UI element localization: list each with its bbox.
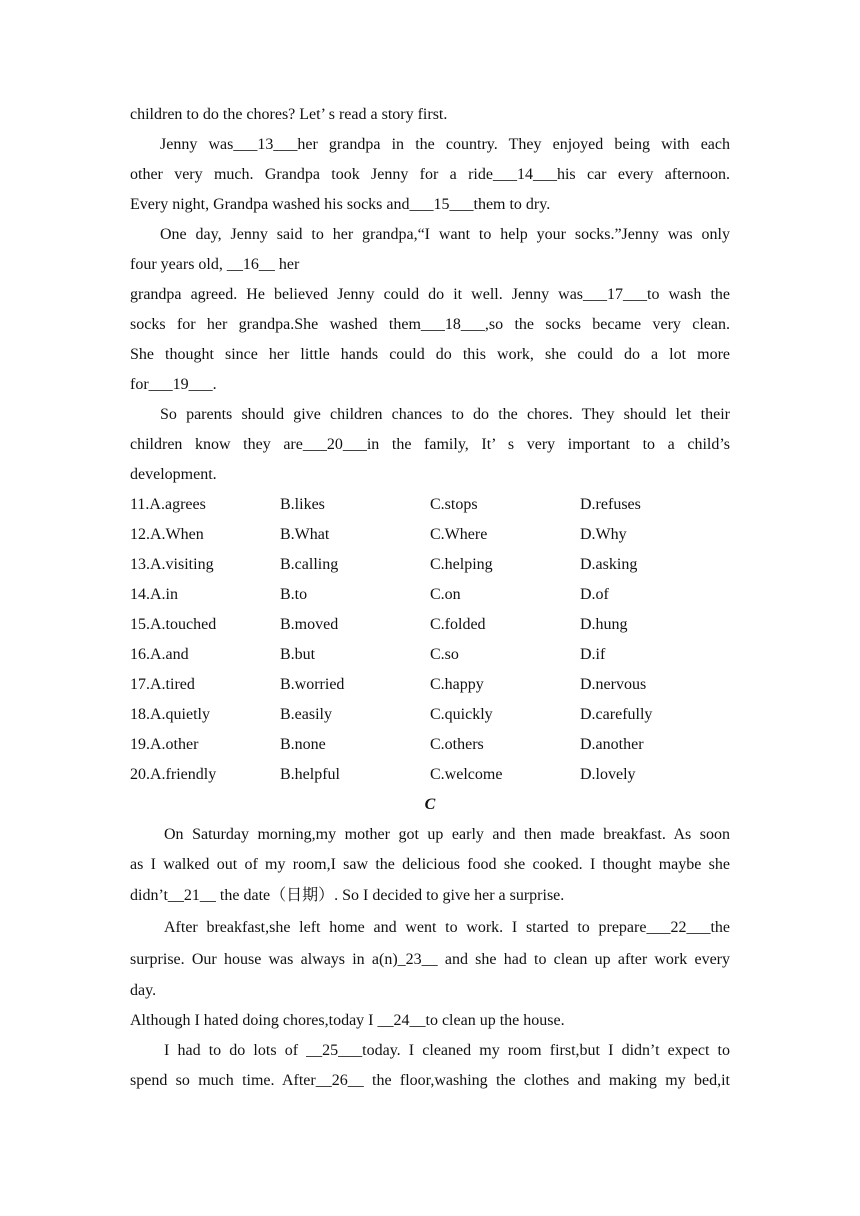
passage-line: children to do the chores? Let’ s read a story first. (130, 106, 448, 123)
passage-line: socks for her grandpa.She washed them___18___,so the socks became very clean. (130, 316, 730, 333)
passage-c (130, 820, 730, 1096)
option: C.stops (430, 496, 478, 513)
passage-line: She thought since her little hands could do this work, she could do a lot more (130, 346, 730, 363)
passage-line: day. (130, 982, 157, 999)
passage-line: development. (130, 466, 217, 483)
passage-line: One day, Jenny said to her grandpa,“I want to help your socks.”Jenny was only (160, 226, 730, 243)
option: 20.A.friendly (130, 766, 217, 783)
option: 15.A.touched (130, 616, 217, 633)
option: 12.A.When (130, 526, 204, 543)
option: 13.A.visiting (130, 556, 214, 573)
option: 19.A.other (130, 736, 199, 753)
option-row (130, 700, 730, 730)
worksheet-page (130, 100, 730, 1096)
option: C.Where (430, 526, 488, 543)
option-row (130, 640, 730, 670)
passage-line: Every night, Grandpa washed his socks and___15___them to dry. (130, 196, 551, 213)
passage-line: four years old, __16__ her (130, 256, 300, 273)
passage-line: Jenny was___13___her grandpa in the country. They enjoyed being with each (160, 136, 730, 153)
passage-line: other very much. Grandpa took Jenny for a ride___14___his car every afternoon. (130, 166, 730, 183)
passage-line: grandpa agreed. He believed Jenny could do it well. Jenny was___17___to wash the (130, 286, 730, 303)
option: 17.A.tired (130, 676, 195, 693)
option: 11.A.agrees (130, 496, 206, 513)
option: B.helpful (280, 766, 340, 783)
passage-line: spend so much time. After__26__ the floor,washing the clothes and making my bed,it (130, 1072, 730, 1089)
passage-b (130, 100, 730, 490)
option: 14.A.in (130, 586, 178, 603)
passage-line: Although I hated doing chores,today I __24__to clean up the house. (130, 1012, 565, 1029)
option: B.none (280, 736, 326, 753)
option: C.happy (430, 676, 484, 693)
passage-line: as I walked out of my room,I saw the delicious food she cooked. I thought maybe she (130, 856, 730, 873)
passage-line: So parents should give children chances to do the chores. They should let their (160, 406, 730, 423)
section-heading: C (424, 796, 436, 813)
passage-line: surprise. Our house was always in a(n)_23__ and she had to clean up after work every (130, 951, 730, 968)
option: D.carefully (580, 706, 653, 723)
passage-line: On Saturday morning,my mother got up early and then made breakfast. As soon (164, 826, 730, 843)
option-row (130, 730, 730, 760)
option: C.folded (430, 616, 486, 633)
option-row (130, 670, 730, 700)
option: D.refuses (580, 496, 641, 513)
passage-line: didn’t__21__ the date（日期）. So I decided to give her a surprise. (130, 887, 565, 904)
option: C.quickly (430, 706, 493, 723)
option: C.on (430, 586, 461, 603)
option: D.nervous (580, 676, 647, 693)
passage-line: for___19___. (130, 376, 217, 393)
option: D.asking (580, 556, 638, 573)
option-row (130, 610, 730, 640)
option-row (130, 580, 730, 610)
option: D.if (580, 646, 606, 663)
option: D.Why (580, 526, 627, 543)
option: B.but (280, 646, 316, 663)
option: B.worried (280, 676, 345, 693)
option: C.so (430, 646, 459, 663)
option: B.What (280, 526, 330, 543)
option: C.welcome (430, 766, 503, 783)
option: D.another (580, 736, 644, 753)
option: D.lovely (580, 766, 636, 783)
option: 18.A.quietly (130, 706, 210, 723)
option-row (130, 520, 730, 550)
option: C.helping (430, 556, 493, 573)
option: B.easily (280, 706, 332, 723)
passage-line: I had to do lots of __25___today. I cleaned my room first,but I didn’t expect to (164, 1042, 730, 1059)
option-row (130, 760, 730, 790)
option: 16.A.and (130, 646, 189, 663)
option: B.calling (280, 556, 339, 573)
option: C.others (430, 736, 484, 753)
option-row (130, 490, 730, 520)
option: D.of (580, 586, 609, 603)
option: B.moved (280, 616, 339, 633)
option-row (130, 550, 730, 580)
options-list (130, 490, 730, 790)
passage-line: children know they are___20___in the family, It’ s very important to a child’s (130, 436, 730, 453)
option: D.hung (580, 616, 628, 633)
option: B.likes (280, 496, 325, 513)
option: B.to (280, 586, 308, 603)
passage-line: After breakfast,she left home and went to work. I started to prepare___22___the (164, 919, 730, 936)
